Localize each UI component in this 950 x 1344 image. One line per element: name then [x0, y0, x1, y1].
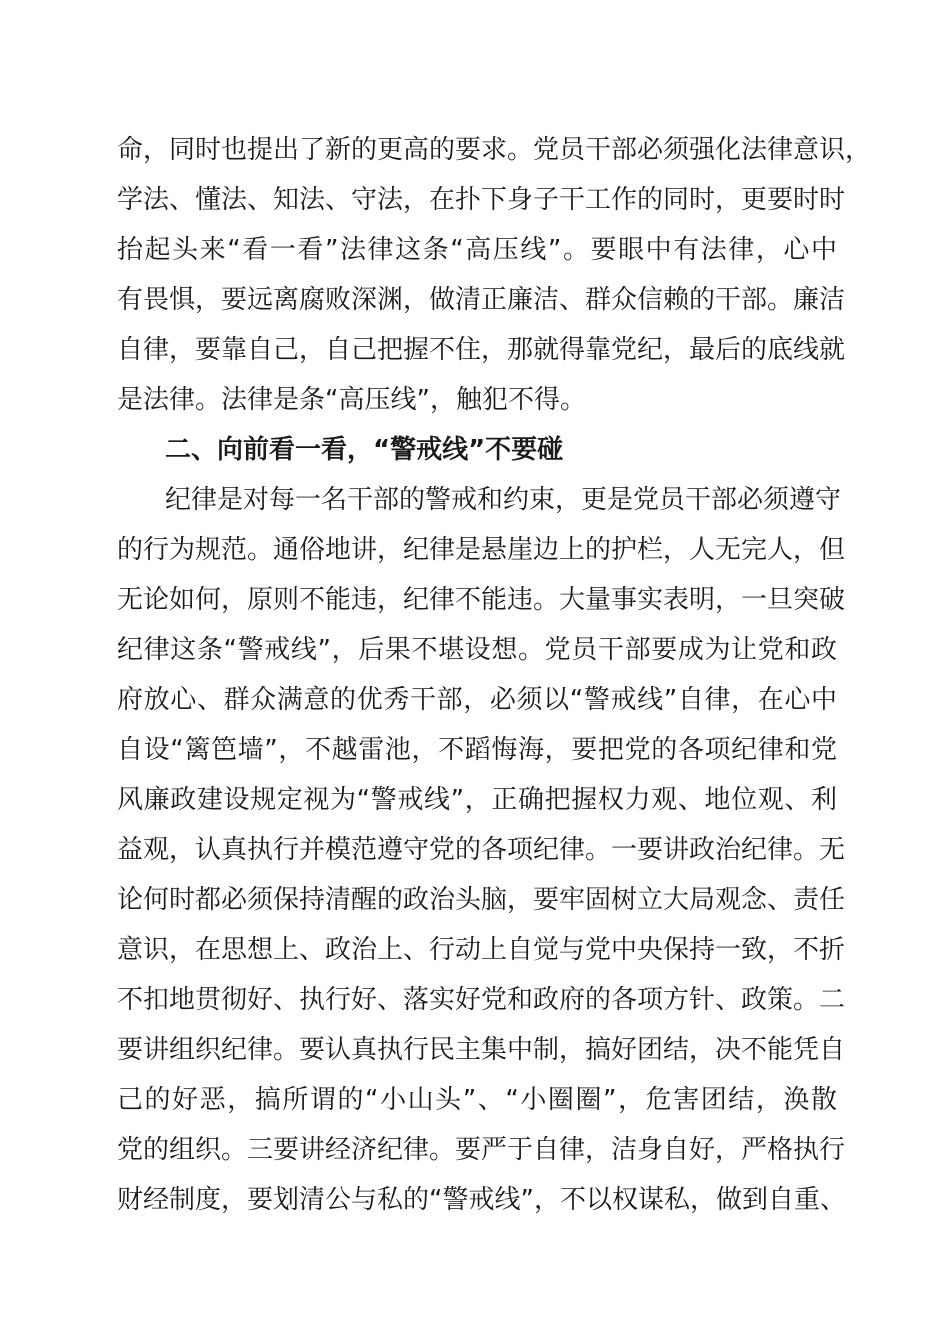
- text-line: 命，同时也提出了新的更高的要求。党员干部必须强化法律意识，: [117, 135, 872, 165]
- text-line: 有畏惧，要远离腐败深渊，做清正廉洁、群众信赖的干部。廉洁: [117, 285, 846, 315]
- text-line: 自设“篱笆墙”，不越雷池，不蹈悔海，要把党的各项纪律和党: [117, 735, 837, 765]
- text-line: 是法律。法律是条“高压线”，触犯不得。: [117, 385, 586, 415]
- text-line: 党的组织。三要讲经济纪律。要严于自律，洁身自好，严格执行: [117, 1135, 846, 1165]
- text-line: 学法、懂法、知法、守法，在扑下身子干工作的同时，更要时时: [117, 185, 846, 215]
- text-line: 论何时都必须保持清醒的政治头脑，要牢固树立大局观念、责任: [117, 885, 846, 915]
- text-line: 纪律是对每一名干部的警戒和约束，更是党员干部必须遵守: [165, 485, 842, 515]
- text-line: 己的好恶，搞所谓的“小山头”、“小圈圈”，危害团结，涣散: [117, 1085, 837, 1115]
- text-line: 的行为规范。通俗地讲，纪律是悬崖边上的护栏，人无完人，但: [117, 535, 846, 565]
- text-line: 益观，认真执行并模范遵守党的各项纪律。一要讲政治纪律。无: [117, 835, 846, 865]
- text-line: 抬起头来“看一看”法律这条“高压线”。要眼中有法律，心中: [117, 235, 837, 265]
- text-line: 风廉政建设规定视为“警戒线”，正确把握权力观、地位观、利: [117, 785, 837, 815]
- text-line: 要讲组织纪律。要认真执行民主集中制，搞好团结，决不能凭自: [117, 1035, 846, 1065]
- text-line: 不扣地贯彻好、执行好、落实好党和政府的各项方针、政策。二: [117, 985, 846, 1015]
- text-line: 纪律这条“警戒线”，后果不堪设想。党员干部要成为让党和政: [117, 635, 837, 665]
- text-line: 府放心、群众满意的优秀干部，必须以“警戒线”自律，在心中: [117, 685, 837, 715]
- text-line: 财经制度，要划清公与私的“警戒线”，不以权谋私，做到自重、: [117, 1185, 846, 1215]
- text-line: 意识，在思想上、政治上、行动上自觉与党中央保持一致，不折: [117, 935, 846, 965]
- section-heading: 二、向前看一看，“警戒线”不要碰: [165, 435, 564, 465]
- text-line: 无论如何，原则不能违，纪律不能违。大量事实表明，一旦突破: [117, 585, 846, 615]
- text-line: 自律，要靠自己，自己把握不住，那就得靠党纪，最后的底线就: [117, 335, 846, 365]
